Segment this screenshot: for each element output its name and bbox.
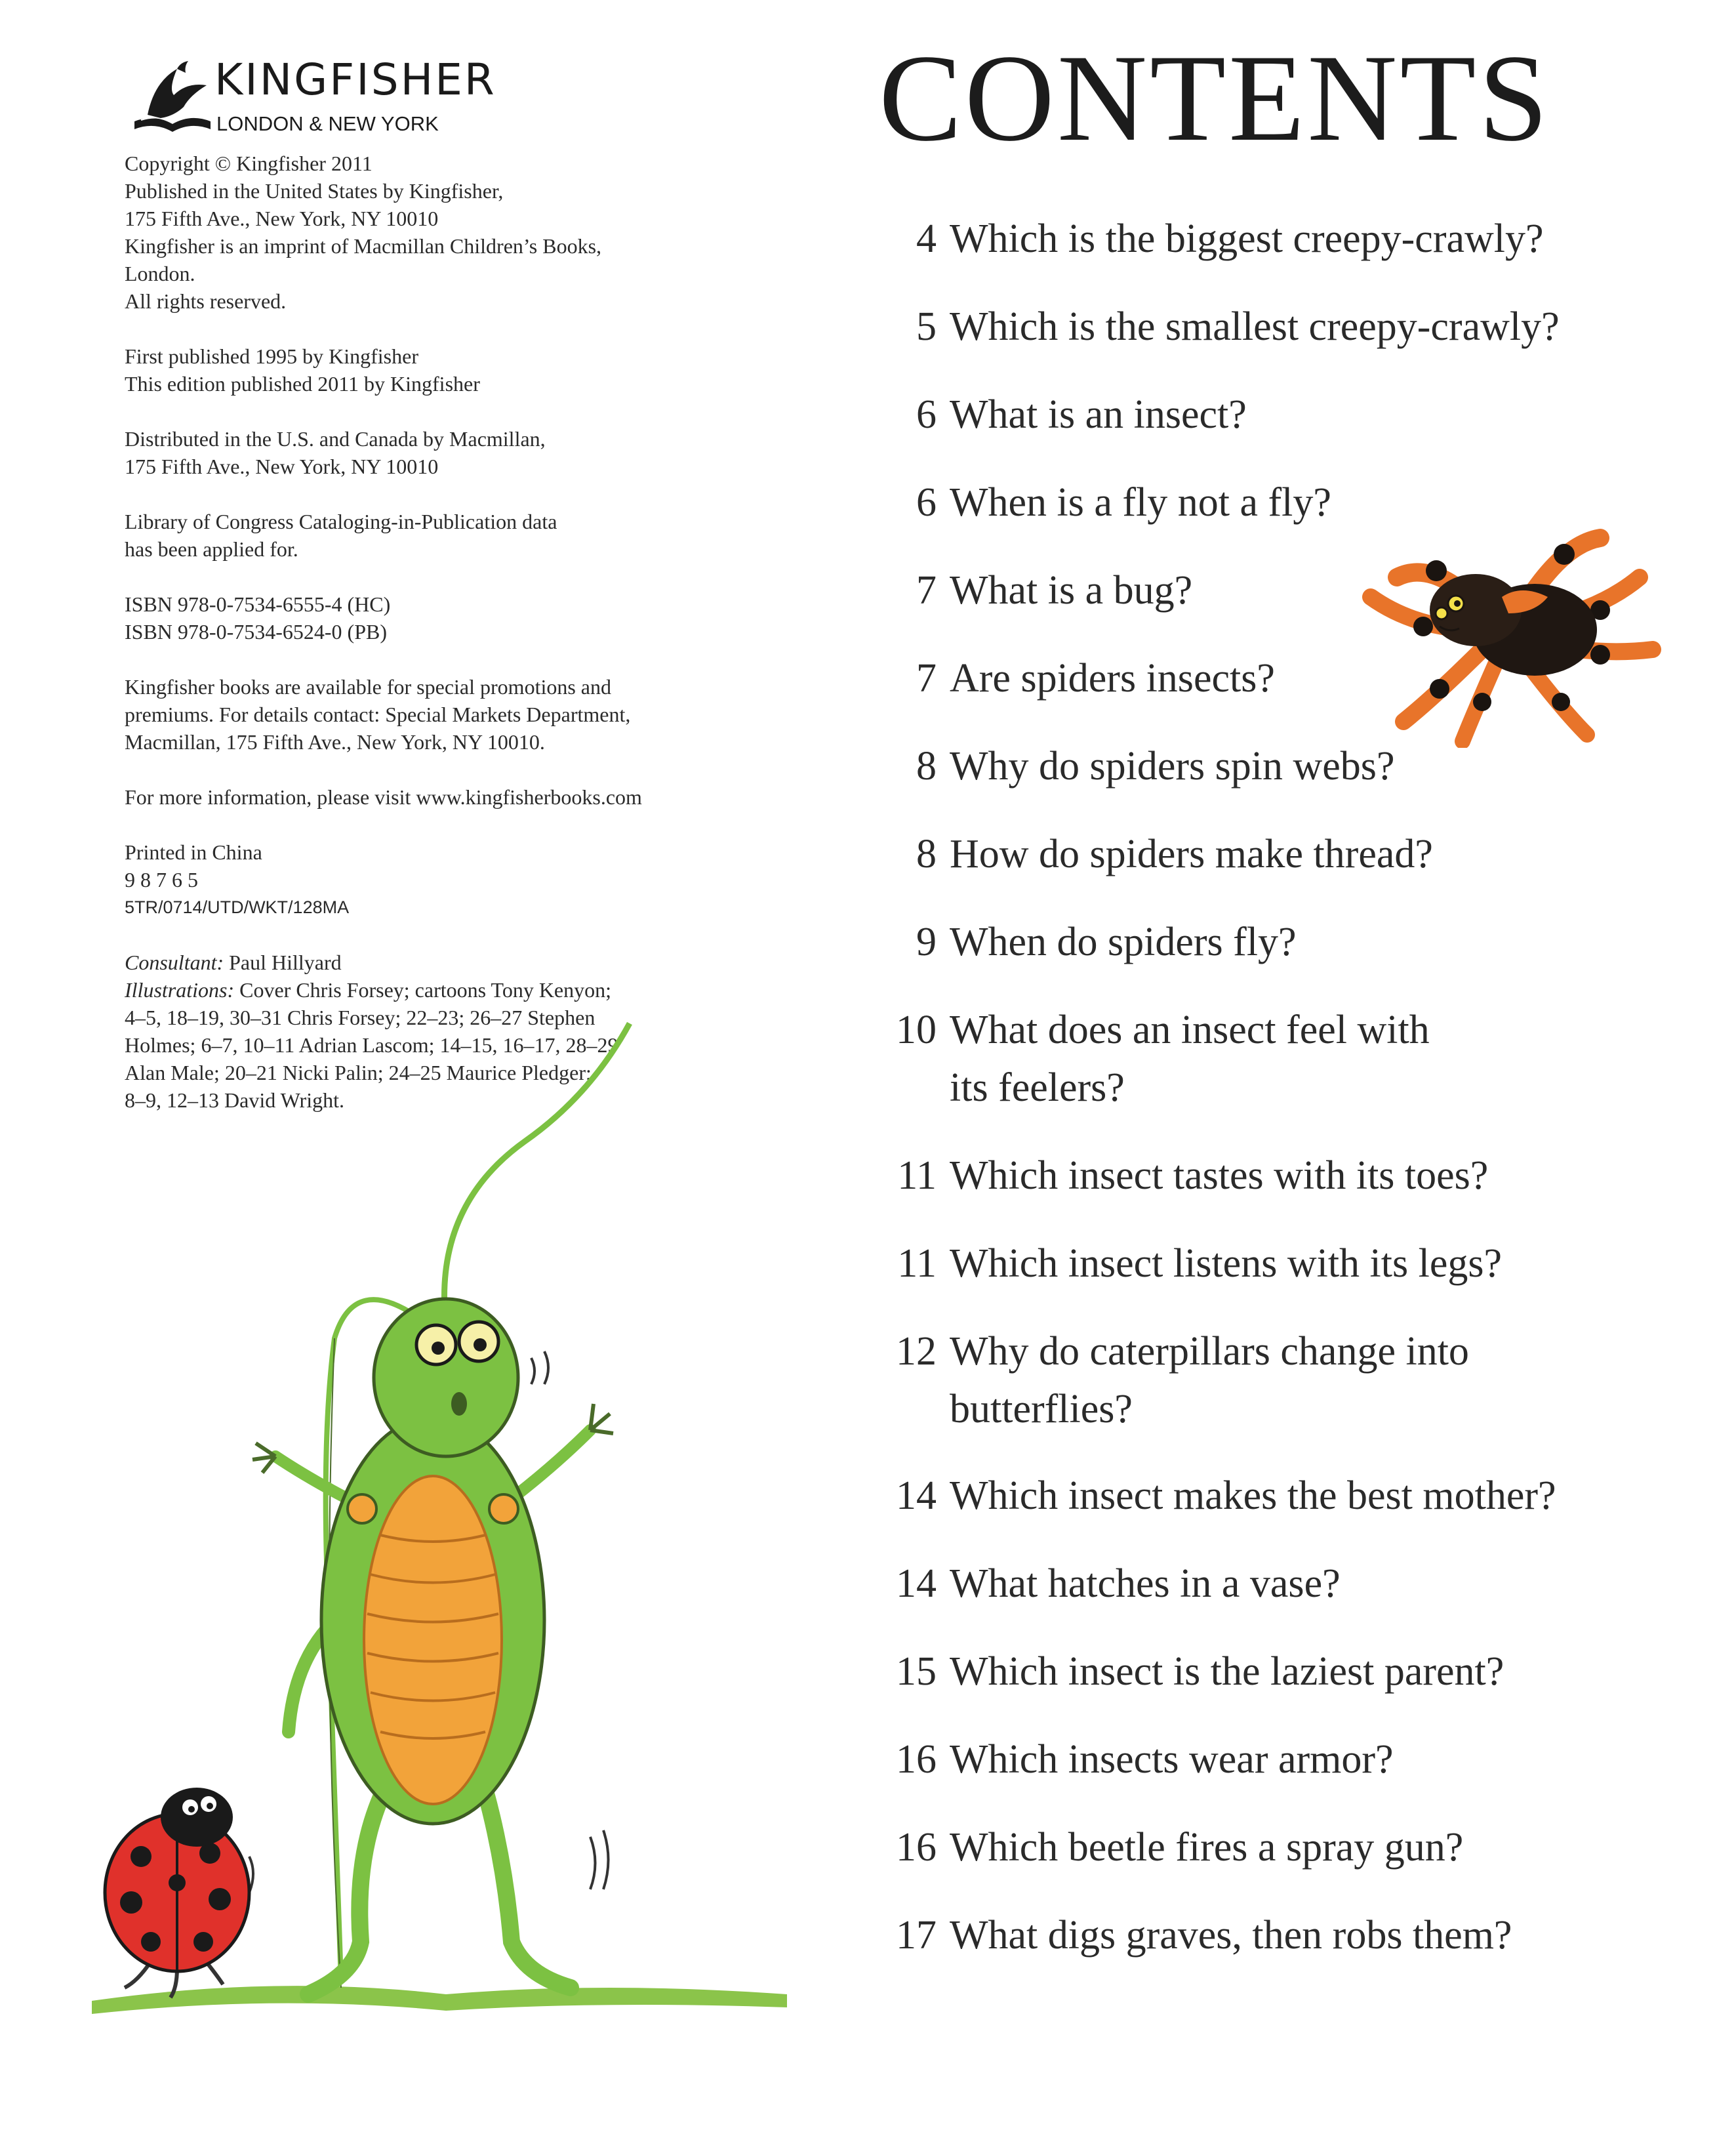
toc-page-number: 9 bbox=[916, 920, 937, 964]
tarantula-illustration bbox=[1325, 499, 1666, 748]
imprint-line: London. bbox=[125, 262, 195, 285]
imprint-line: Kingfisher is an imprint of Macmillan Children’s Books, bbox=[125, 234, 602, 258]
publisher-name: KINGFISHER bbox=[214, 54, 496, 105]
toc-question: Which insect makes the best mother? bbox=[950, 1473, 1556, 1518]
toc-entry[interactable] bbox=[879, 1906, 1512, 1964]
toc-question: Which insects wear armor? bbox=[950, 1737, 1394, 1782]
illustrations-credit: Holmes; 6–7, 10–11 Adrian Lascom; 14–15, 16–17, 28–29 bbox=[125, 1033, 618, 1057]
isbn-block bbox=[125, 590, 754, 646]
toc-entry[interactable] bbox=[879, 649, 1275, 707]
toc-page-number: 10 bbox=[896, 1008, 937, 1052]
toc-page-number: 8 bbox=[916, 832, 937, 876]
illustrations-credit: 4–5, 18–19, 30–31 Chris Forsey; 22–23; 26–27 Stephen bbox=[125, 1006, 595, 1029]
toc-page-number: 14 bbox=[896, 1561, 937, 1606]
toc-page-number: 11 bbox=[897, 1241, 937, 1286]
toc-page-number: 6 bbox=[916, 480, 937, 525]
editions-block bbox=[125, 342, 754, 398]
toc-question: Which is the biggest creepy-crawly? bbox=[950, 216, 1544, 261]
toc-question: When is a fly not a fly? bbox=[950, 480, 1331, 525]
promotions-block bbox=[125, 673, 754, 756]
toc-question: Why do caterpillars change into bbox=[950, 1329, 1469, 1374]
illustrations-credit: Alan Male; 20–21 Nicki Palin; 24–25 Maurice Pledger; bbox=[125, 1061, 592, 1084]
toc-question: Which beetle fires a spray gun? bbox=[950, 1825, 1464, 1870]
toc-page-number: 11 bbox=[897, 1153, 937, 1198]
toc-page-number: 5 bbox=[916, 304, 937, 349]
toc-page-number: 17 bbox=[896, 1913, 937, 1958]
isbn-pb: ISBN 978-0-7534-6524-0 (PB) bbox=[125, 620, 387, 644]
imprint-line: 175 Fifth Ave., New York, NY 10010 bbox=[125, 207, 439, 230]
imprint-line: Library of Congress Cataloging-in-Publication data bbox=[125, 510, 557, 533]
print-run: 9 8 7 6 5 bbox=[125, 868, 198, 892]
toc-entry[interactable] bbox=[879, 1323, 1469, 1438]
toc-question: When do spiders fly? bbox=[950, 920, 1297, 964]
toc-question: What is an insect? bbox=[950, 392, 1247, 437]
publisher-location: LONDON & NEW YORK bbox=[216, 112, 439, 135]
toc-question: Which insect tastes with its toes? bbox=[950, 1153, 1489, 1198]
toc-page-number: 8 bbox=[916, 744, 937, 789]
imprint-line: premiums. For details contact: Special Markets Department, bbox=[125, 703, 631, 726]
toc-question: Which is the smallest creepy-crawly? bbox=[950, 304, 1560, 349]
toc-entry[interactable] bbox=[879, 1467, 1556, 1525]
cataloging-block bbox=[125, 508, 754, 563]
toc-question: What is a bug? bbox=[950, 568, 1193, 613]
toc-entry[interactable] bbox=[879, 1147, 1488, 1204]
toc-entry[interactable] bbox=[879, 1001, 1430, 1117]
imprint-line: First published 1995 by Kingfisher bbox=[125, 344, 418, 368]
print-block bbox=[125, 838, 754, 921]
toc-page-number: 7 bbox=[916, 656, 937, 701]
illustrations-credit: Cover Chris Forsey; cartoons Tony Kenyon; bbox=[234, 978, 612, 1002]
consultant-name: Paul Hillyard bbox=[224, 951, 342, 974]
toc-page-number: 16 bbox=[896, 1825, 937, 1870]
toc-entry[interactable] bbox=[879, 298, 1560, 356]
illustrations-label: Illustrations: bbox=[125, 978, 235, 1002]
imprint-line: All rights reserved. bbox=[125, 289, 287, 313]
publisher-logo bbox=[128, 54, 496, 141]
toc-question-continued: butterflies? bbox=[950, 1387, 1133, 1431]
copyright-block bbox=[125, 150, 754, 315]
toc-entry[interactable] bbox=[879, 386, 1247, 443]
illustrations-credit: 8–9, 12–13 David Wright. bbox=[125, 1088, 344, 1112]
toc-question: How do spiders make thread? bbox=[950, 832, 1433, 876]
imprint-line: has been applied for. bbox=[125, 537, 298, 561]
toc-question: What digs graves, then robs them? bbox=[950, 1913, 1512, 1958]
cricket-cartoon bbox=[79, 1010, 820, 2034]
toc-page-number: 12 bbox=[896, 1329, 937, 1374]
imprint-line: Distributed in the U.S. and Canada by Macmillan, bbox=[125, 427, 546, 451]
printed-line: Printed in China bbox=[125, 840, 262, 864]
toc-entry[interactable] bbox=[879, 562, 1192, 619]
print-code: 5TR/0714/UTD/WKT/128MA bbox=[125, 897, 350, 917]
toc-entry[interactable] bbox=[879, 474, 1331, 531]
website-block bbox=[125, 783, 754, 811]
imprint-line: Macmillan, 175 Fifth Ave., New York, NY 10010. bbox=[125, 730, 545, 754]
consultant-line bbox=[125, 949, 754, 976]
toc-entry[interactable] bbox=[879, 1818, 1463, 1876]
kingfisher-bird-book-icon bbox=[128, 56, 216, 141]
consultant-label: Consultant: bbox=[125, 951, 224, 974]
toc-question: What hatches in a vase? bbox=[950, 1561, 1341, 1606]
toc-page-number: 14 bbox=[896, 1473, 937, 1518]
isbn-hc: ISBN 978-0-7534-6555-4 (HC) bbox=[125, 592, 391, 616]
imprint-line: This edition published 2011 by Kingfisher bbox=[125, 372, 480, 396]
imprint-line: Kingfisher books are available for special promotions and bbox=[125, 675, 611, 699]
toc-question: Why do spiders spin webs? bbox=[950, 744, 1395, 789]
toc-question: What does an insect feel with bbox=[950, 1008, 1430, 1052]
website-line: For more information, please visit www.kingfisherbooks.com bbox=[125, 785, 642, 809]
toc-entry[interactable] bbox=[879, 737, 1394, 795]
toc-entry[interactable] bbox=[879, 825, 1433, 883]
toc-page-number: 6 bbox=[916, 392, 937, 437]
toc-entry[interactable] bbox=[879, 1555, 1341, 1612]
imprint-line: Published in the United States by Kingfisher, bbox=[125, 179, 504, 203]
toc-page-number: 7 bbox=[916, 568, 937, 613]
toc-entry[interactable] bbox=[879, 1731, 1394, 1788]
imprint-line: Copyright © Kingfisher 2011 bbox=[125, 152, 373, 175]
toc-entry[interactable] bbox=[879, 1643, 1504, 1700]
distribution-block bbox=[125, 425, 754, 480]
imprint-line: 175 Fifth Ave., New York, NY 10010 bbox=[125, 455, 439, 478]
toc-question: Which insect listens with its legs? bbox=[950, 1241, 1503, 1286]
toc-question: Which insect is the laziest parent? bbox=[950, 1649, 1504, 1694]
toc-entry[interactable] bbox=[879, 1235, 1502, 1292]
imprint-text bbox=[125, 150, 754, 1141]
toc-page-number: 15 bbox=[896, 1649, 937, 1694]
toc-question-continued: its feelers? bbox=[950, 1065, 1125, 1110]
toc-question: Are spiders insects? bbox=[950, 656, 1275, 701]
toc-entry[interactable] bbox=[879, 210, 1544, 268]
toc-entry[interactable] bbox=[879, 913, 1297, 971]
toc-page-number: 16 bbox=[896, 1737, 937, 1782]
toc-page-number: 4 bbox=[916, 216, 937, 261]
contents-title: CONTENTS bbox=[879, 30, 1551, 167]
ladybug-cartoon bbox=[105, 1788, 249, 1998]
illustrations-line bbox=[125, 976, 754, 1004]
